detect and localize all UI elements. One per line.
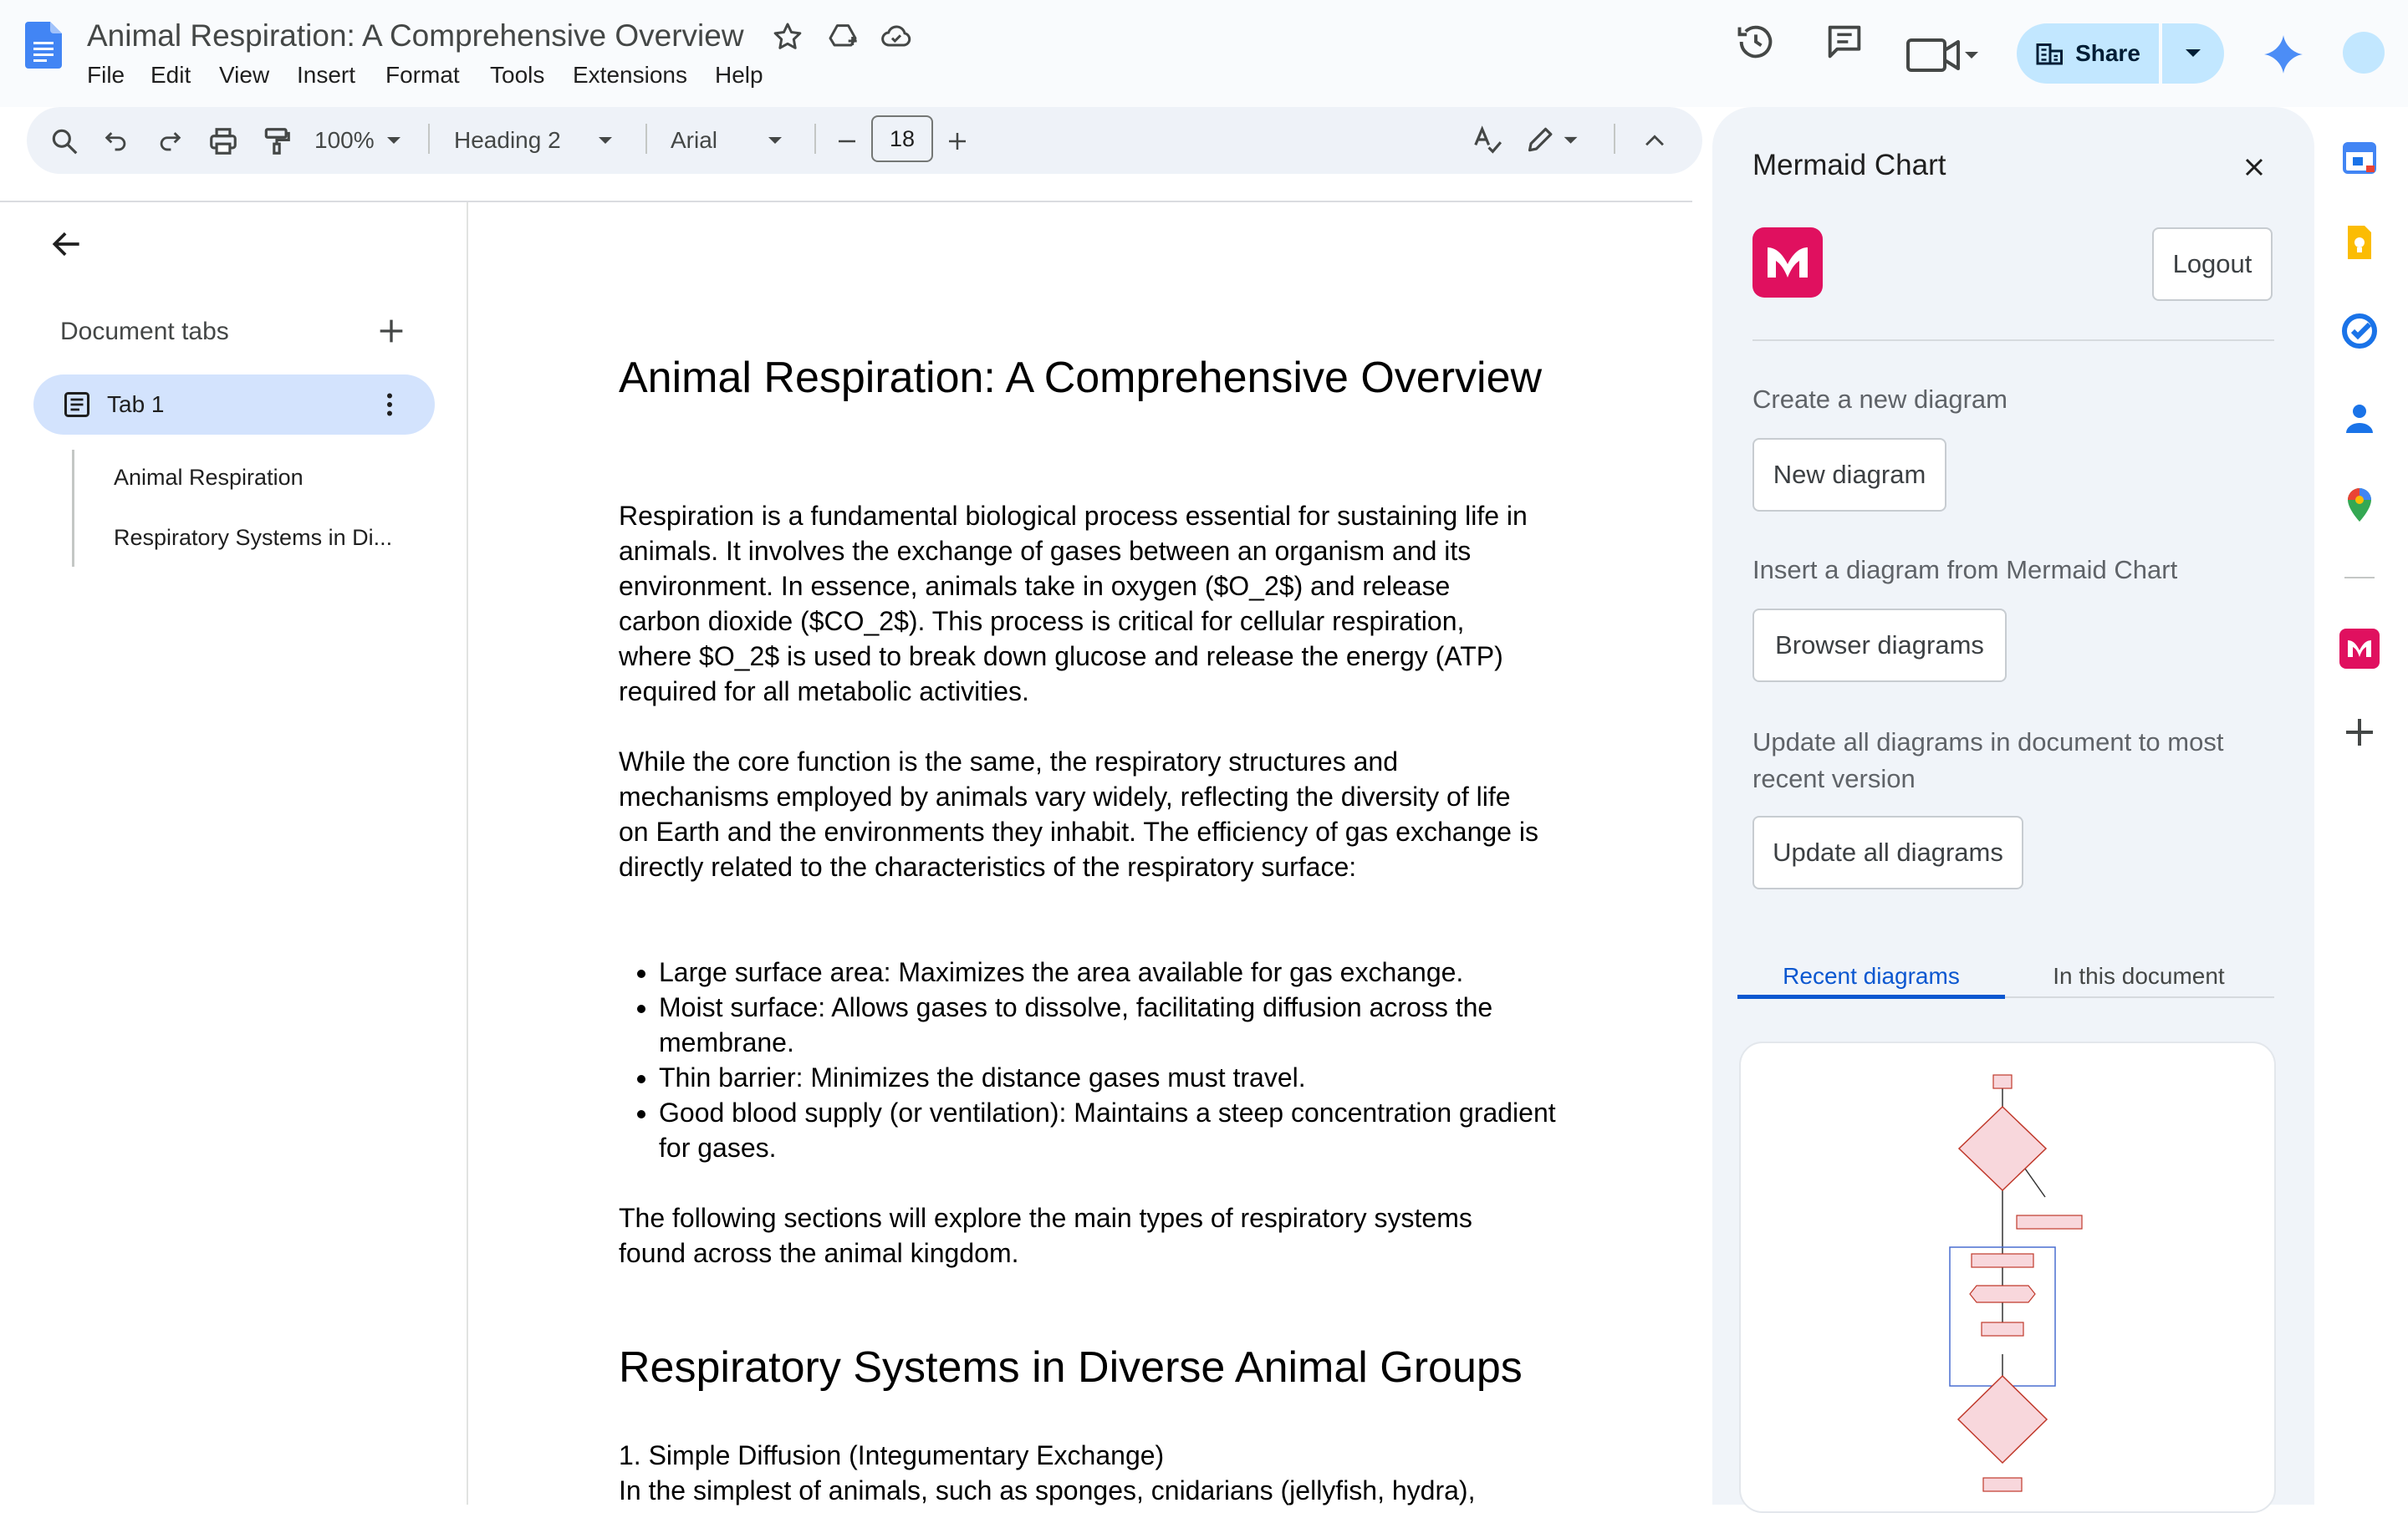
mermaid-chart-addon-icon[interactable] (2339, 629, 2380, 669)
cloud-saved-icon[interactable] (880, 20, 913, 53)
update-all-diagrams-button[interactable]: Update all diagrams (1752, 816, 2023, 889)
list-item[interactable]: • Large surface area: Maximizes the area available for gas exchange. (659, 955, 1579, 990)
font-size-input[interactable]: 18 (871, 115, 933, 162)
redo-icon[interactable] (156, 127, 184, 155)
flowchart-node (1970, 1286, 2035, 1302)
flowchart-node (1959, 1107, 2046, 1190)
list-item[interactable]: • Moist surface: Allows gases to dissolve, facilitating diffusion across the membrane. (659, 990, 1579, 1060)
zoom-select[interactable] (314, 122, 403, 159)
toolbar-divider (1614, 124, 1615, 154)
get-addons-plus-icon[interactable] (2339, 712, 2380, 752)
hide-menus-chevron-up-icon[interactable] (1640, 127, 1669, 155)
toolbar-divider-line (0, 201, 1692, 202)
mermaid-logo-icon (1752, 227, 1823, 298)
increase-font-size-icon[interactable] (945, 129, 970, 154)
recent-diagram-card[interactable] (1739, 1042, 2276, 1513)
rail-divider (2344, 577, 2375, 578)
version-history-icon[interactable] (1734, 20, 1778, 64)
outline-item-animal-respiration[interactable]: Animal Respiration (114, 465, 304, 490)
zoom-value: 100% (314, 127, 375, 153)
close-icon[interactable] (2239, 152, 2269, 182)
move-to-drive-icon[interactable] (826, 20, 860, 53)
comments-icon[interactable] (1823, 20, 1866, 64)
menu-file[interactable]: File (87, 62, 125, 88)
style-value: Heading 2 (454, 127, 561, 153)
more-vert-icon[interactable] (375, 390, 405, 420)
calendar-icon[interactable] (2339, 137, 2380, 177)
flowchart-node (1958, 1376, 2047, 1463)
list-item[interactable]: • Good blood supply (or ventilation): Maintains a steep concentration gradient for gases. (659, 1095, 1579, 1165)
font-select[interactable] (671, 122, 784, 159)
menu-edit[interactable]: Edit (150, 62, 191, 88)
sidebar-border (467, 202, 468, 1505)
tab-recent-diagrams[interactable]: Recent diagrams (1783, 963, 1960, 989)
spelling-check-icon[interactable] (1472, 124, 1503, 155)
document-paragraph-4[interactable]: 1. Simple Diffusion (Integumentary Exchange) (619, 1440, 1165, 1470)
tab-in-this-document[interactable]: In this document (2053, 963, 2225, 989)
search-menus-icon[interactable] (48, 125, 80, 157)
style-select[interactable] (454, 122, 615, 159)
menu-view[interactable]: View (219, 62, 270, 88)
share-dropdown-button[interactable] (2162, 23, 2224, 84)
document-paragraph-5[interactable]: In the simplest of animals, such as sponges, cnidarians (jellyfish, hydra), (619, 1475, 1476, 1505)
document-heading-2[interactable]: Respiratory Systems in Diverse Animal Groups (619, 1343, 1523, 1392)
share-label: Share (2075, 40, 2140, 66)
document-paragraph-3[interactable]: The following sections will explore the main types of respiratory systems found across the animal kingdom. (619, 1203, 1472, 1268)
outline-item-respiratory-systems[interactable]: Respiratory Systems in Di... (114, 525, 393, 550)
flowchart-node (2017, 1215, 2082, 1229)
document-paragraph-1[interactable]: Respiration is a fundamental biological process essential for sustaining life in animals. It involves the exchange of gases between an organism and its environment. In essence, animals take in oxygen ($O_2$) and release carbon dioxide ($CO_2$). This process is critical for cellular respiration, where $O_2$ is used to break down glucose and release the energy (ATP) required for all metabolic activities. (619, 501, 1528, 706)
create-diagram-label: Create a new diagram (1752, 385, 2008, 414)
document-paragraph-2[interactable]: While the core function is the same, the respiratory structures and mechanisms employed by animals vary widely, reflecting the diversity of life on Earth and the environments they inhabit. The efficiency of gas exchange is directly related to the characteristics of the respiratory surface: (619, 746, 1538, 882)
document-bullet-list (619, 955, 1579, 1165)
maps-icon[interactable] (2339, 485, 2380, 525)
flowchart-node (1983, 1478, 2022, 1491)
flowchart-node (1972, 1254, 2033, 1267)
add-tab-icon[interactable] (375, 314, 408, 348)
decrease-font-size-icon[interactable] (834, 129, 860, 154)
font-value: Arial (671, 127, 718, 153)
caret-down-icon (2184, 48, 2202, 59)
panel-divider (1752, 339, 2274, 341)
flowchart-thumbnail (1741, 1043, 2274, 1511)
document-icon (62, 390, 92, 420)
caret-down-icon (596, 135, 615, 145)
editing-mode-icon[interactable] (1523, 124, 1584, 155)
contacts-icon[interactable] (2339, 398, 2380, 438)
menu-extensions[interactable]: Extensions (573, 62, 687, 88)
browse-diagrams-button[interactable]: Browser diagrams (1752, 609, 2007, 682)
menu-help[interactable]: Help (715, 62, 763, 88)
active-tab-indicator (1737, 995, 2005, 999)
share-button[interactable] (2017, 23, 2159, 84)
caret-down-icon (766, 135, 784, 145)
toolbar-divider (645, 124, 647, 154)
keep-icon[interactable] (2339, 222, 2380, 262)
menu-format[interactable]: Format (385, 62, 460, 88)
list-item[interactable]: • Thin barrier: Minimizes the distance gases must travel. (659, 1060, 1579, 1095)
update-diagrams-label: Update all diagrams in document to most recent version (1752, 727, 2224, 793)
document-heading-1[interactable]: Animal Respiration: A Comprehensive Overview (619, 354, 1543, 402)
gemini-icon[interactable] (2263, 33, 2304, 75)
caret-down-icon (385, 135, 403, 145)
logout-button[interactable]: Logout (2152, 227, 2273, 301)
building-icon (2035, 41, 2065, 66)
document-tabs-title: Document tabs (60, 318, 229, 345)
new-diagram-button[interactable]: New diagram (1752, 438, 1946, 512)
star-icon[interactable] (771, 20, 804, 53)
meet-icon[interactable] (1905, 30, 1982, 80)
outline-indent-line (72, 450, 74, 567)
tab-label: Tab 1 (107, 391, 165, 417)
menu-insert[interactable]: Insert (297, 62, 356, 88)
tasks-icon[interactable] (2339, 311, 2380, 351)
insert-diagram-label: Insert a diagram from Mermaid Chart (1752, 555, 2178, 584)
print-icon[interactable] (207, 125, 239, 157)
panel-title: Mermaid Chart (1752, 149, 1946, 181)
document-title[interactable]: Animal Respiration: A Comprehensive Overview (87, 18, 744, 53)
flowchart-node (1993, 1075, 2012, 1088)
avatar[interactable] (2343, 32, 2385, 74)
google-docs-logo-icon[interactable] (25, 22, 62, 69)
flowchart-node (1982, 1322, 2023, 1336)
menu-tools[interactable]: Tools (490, 62, 545, 88)
paint-format-icon[interactable] (261, 125, 293, 157)
undo-icon[interactable] (102, 127, 130, 155)
toolbar-divider (428, 124, 430, 154)
toolbar-divider (814, 124, 816, 154)
back-arrow-icon[interactable] (48, 226, 85, 262)
